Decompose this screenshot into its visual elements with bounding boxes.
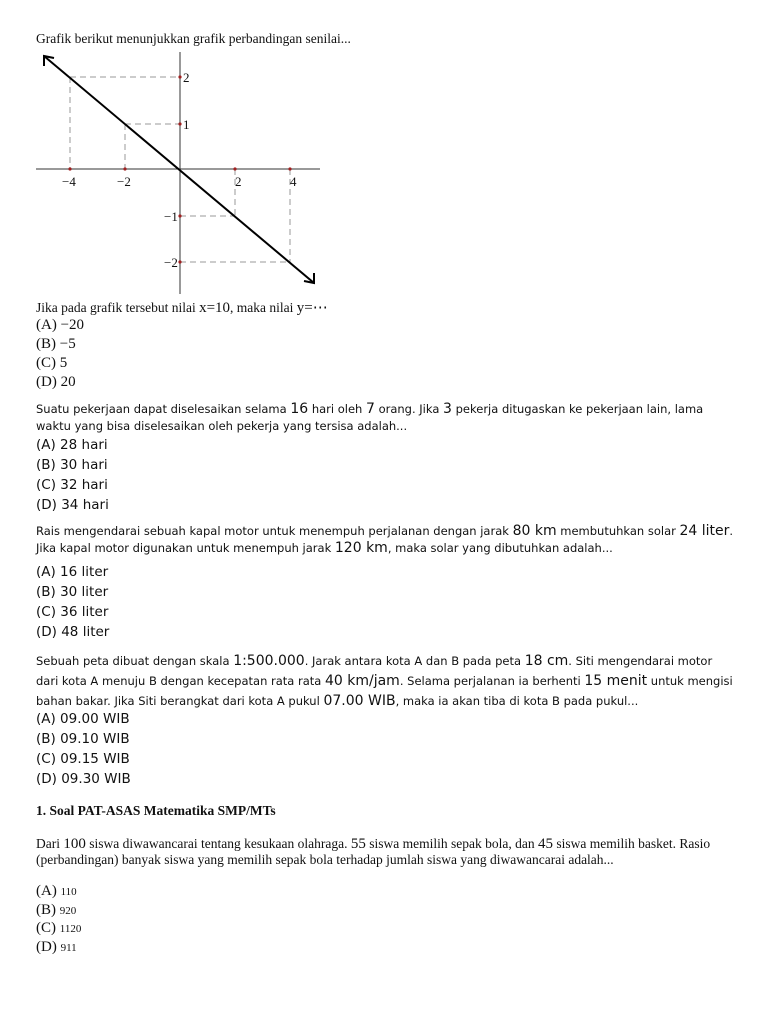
option-c[interactable] [36,920,81,939]
y-tick-label: −2 [164,255,178,270]
q1-math-y: y=⋯ [296,300,328,316]
q4-number: 40 km/jam [324,673,400,689]
direct-proportion-graph [30,48,330,298]
option-label: (C) [36,920,56,936]
question-2-options [36,435,109,515]
q3-text-part: . Jika kapal motor digunakan untuk menempuh jarak [36,524,734,555]
section-heading: 1. Soal PAT-ASAS Matematika SMP/MTs [36,803,276,818]
question-3-options [36,562,109,642]
option-d[interactable] [36,939,81,958]
option-label: (D) [36,938,57,955]
q1-math-x: x=10 [199,300,231,316]
x-tick-label: 4 [290,174,297,189]
question-5-options [36,883,81,957]
q3-number: 24 liter [679,523,730,539]
q3-number: 120 km [334,540,388,556]
option-d[interactable]: (D) 09.30 WIB [36,771,131,787]
option-a[interactable] [36,883,81,902]
q3-text-part: , maka solar yang dibutuhkan adalah... [387,541,613,555]
x-tick-label: −2 [117,174,131,189]
option-b[interactable]: (B) 30 liter [36,584,109,600]
option-a[interactable]: (A) 28 hari [36,437,108,453]
q4-text-part: . Jarak antara kota A dan B pada peta [304,654,525,668]
option-d[interactable]: (D) 20 [36,374,76,390]
option-a[interactable]: (A) −20 [36,317,85,333]
question-1-text [36,298,328,317]
tick-dot [178,75,181,78]
option-a[interactable]: (A) 09.00 WIB [36,711,130,727]
q4-number: 15 menit [584,673,648,689]
q4-text-part: . Siti mengendarai motor dari kota A menuju B dengan kecepatan rata rata [36,654,713,688]
option-value: 911 [60,941,77,954]
option-value: 920 [59,904,77,917]
question-4-text [36,651,736,711]
q4-number: 07.00 WIB [323,693,396,709]
y-tick-label: −1 [164,209,178,224]
q5-number: 45 [538,836,553,852]
option-b[interactable]: (B) 30 hari [36,457,108,473]
question-1-options [36,316,84,392]
option-d[interactable]: (D) 48 liter [36,624,110,640]
option-label: (B) [36,901,56,918]
option-value: 110 [60,886,77,898]
q5-text-part: siswa memilih basket. Rasio (perbandingan) banyak siswa yang memilih sepak bola terhadap jumlah siswa yang diwawancarai adalah... [36,836,711,867]
q2-text-part: Suatu pekerjaan dapat diselesaikan selama [36,402,291,416]
q3-text-part: Rais mengendarai sebuah kapal motor untuk menempuh perjalanan dengan jarak [36,524,513,538]
q4-number: 18 cm [524,653,569,669]
q5-text-part: siswa diwawancarai tentang kesukaan olahraga. [85,836,351,851]
q5-number: 100 [63,836,86,852]
option-c[interactable]: (C) 09.15 WIB [36,751,130,767]
q2-number: 3 [443,401,452,417]
tick-dot [123,167,126,170]
option-b[interactable] [36,902,81,921]
q5-text-part: Dari [36,836,64,851]
q4-text-part: Sebuah peta dibuat dengan skala [36,654,234,668]
x-tick-label: −4 [62,174,76,189]
question-5-text [36,836,736,868]
q3-text-part: membutuhkan solar [556,524,680,538]
tick-dot [178,122,181,125]
option-b[interactable]: (B) 09.10 WIB [36,731,130,747]
q4-text-part: untuk mengisi bahan bakar. Jika Siti berangkat dari kota A pukul [36,674,733,708]
q2-text-part: orang. Jika [374,402,444,416]
q1-text-part: Jika pada grafik tersebut nilai [36,300,200,315]
tick-dot [68,167,71,170]
q4-number: 1:500.000 [233,653,305,669]
y-tick-label: 2 [183,70,190,85]
q2-text-part: hari oleh [308,402,366,416]
tick-dot [178,214,181,217]
option-b[interactable]: (B) −5 [36,336,76,352]
option-label: (A) [36,883,57,899]
question-2-text [36,401,736,435]
q3-number: 80 km [512,523,557,539]
q4-text-part: , maka ia akan tiba di kota B pada pukul... [395,694,639,708]
q2-number: 7 [366,401,375,417]
q2-text-part: pekerja ditugaskan ke pekerjaan lain, lama waktu yang bisa diselesaikan oleh pekerja yang tersisa adalah... [36,402,704,433]
tick-dot [288,167,291,170]
option-a[interactable]: (A) 16 liter [36,564,109,580]
option-d[interactable]: (D) 34 hari [36,497,109,513]
q4-text-part: . Selama perjalanan ia berhenti [399,674,585,688]
q5-number: 55 [350,836,366,852]
y-tick-label: 1 [183,117,190,132]
tick-dot [178,260,181,263]
question-4-options [36,709,131,789]
q2-number: 16 [290,401,309,417]
option-c[interactable]: (C) 32 hari [36,477,108,493]
tick-dot [233,167,236,170]
option-value: 1120 [59,923,82,935]
question-3-text [36,523,736,557]
x-tick-label: 2 [235,174,242,189]
option-c[interactable]: (C) 5 [36,355,68,371]
option-c[interactable]: (C) 36 liter [36,604,109,620]
question-1-title: Grafik berikut menunjukkan grafik perbandingan senilai... [36,31,351,46]
q1-text-part: , maka nilai [230,300,297,315]
q5-text-part: siswa memilih sepak bola, dan [365,836,538,851]
